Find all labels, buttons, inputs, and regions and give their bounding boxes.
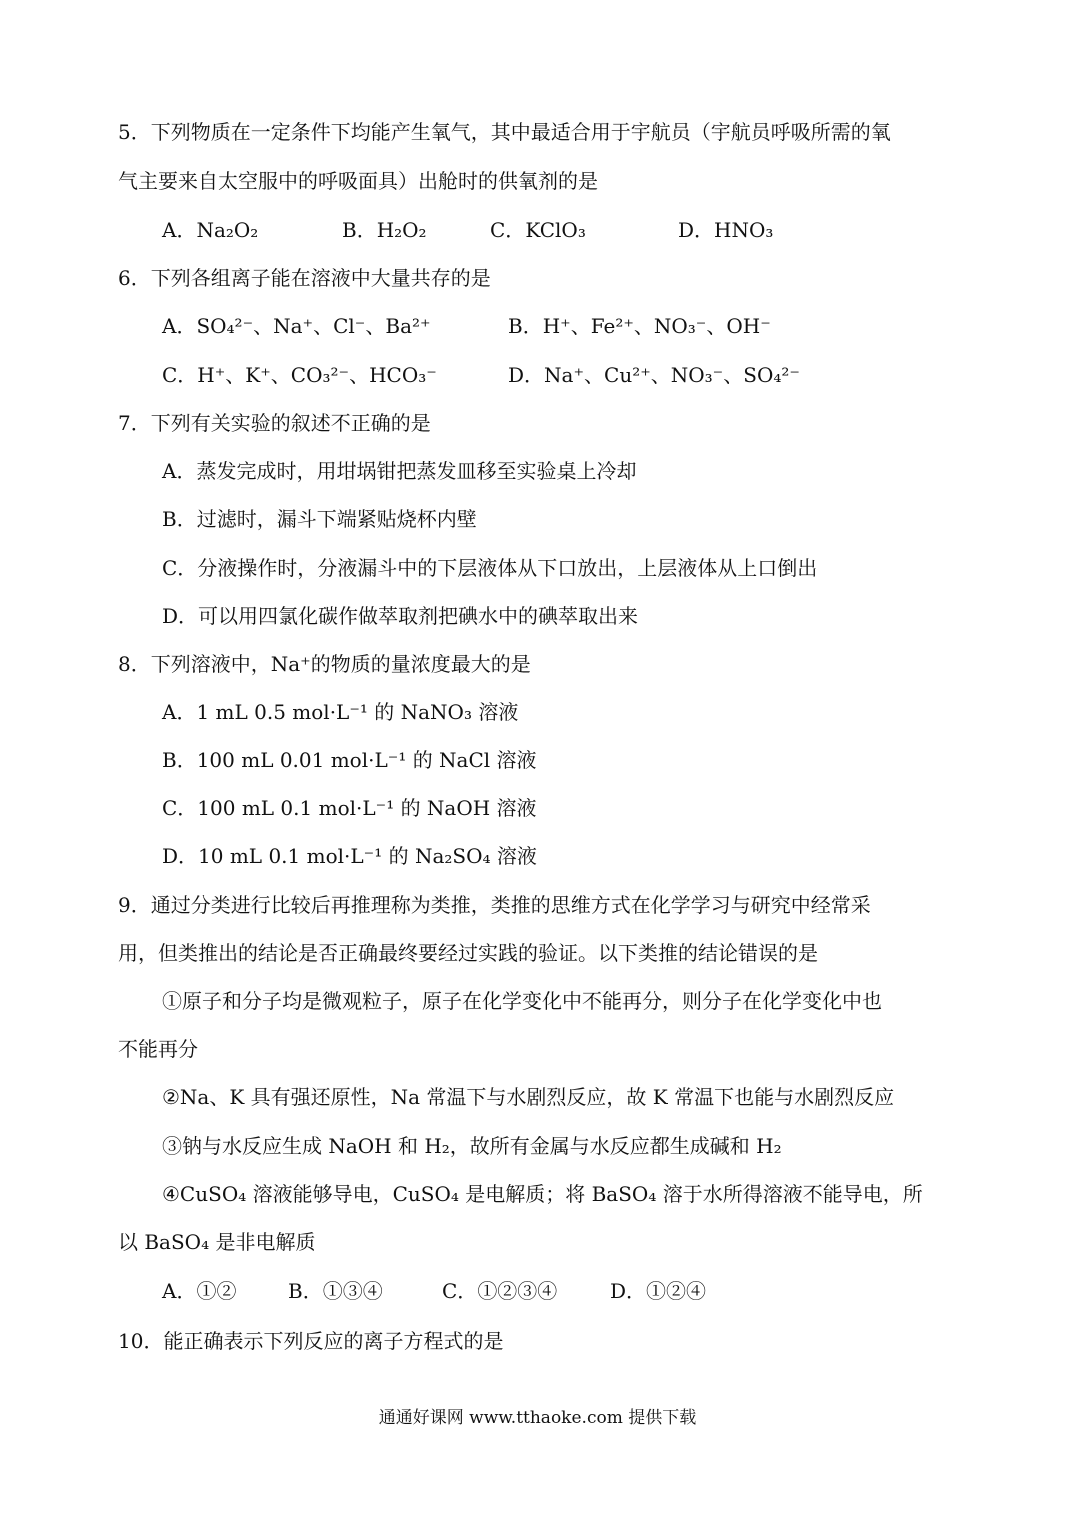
q9-option-a — [162, 1278, 236, 1304]
q6-option-c: C．H⁺、K⁺、CO₃²⁻、HCO₃⁻ — [162, 363, 437, 387]
q9-option-d — [610, 1278, 706, 1304]
q5-option-d — [678, 217, 773, 243]
q9-item4-line1: ④CuSO₄ 溶液能够导电，CuSO₄ 是电解质；将 BaSO₄ 溶于水所得溶液不能导电，所 — [162, 1182, 923, 1206]
option-text: Na₂O₂ — [196, 218, 259, 242]
q5-option-a — [162, 217, 258, 243]
option-label: C． — [490, 218, 526, 242]
q9-item1-line1: ①原子和分子均是微观粒子，原子在化学变化中不能再分，则分子在化学变化中也 — [162, 989, 882, 1013]
q5-option-c — [490, 217, 586, 243]
q8-option-a: A．1 mL 0.5 mol·L⁻¹ 的 NaNO₃ 溶液 — [162, 700, 519, 724]
q9-item2: ②Na、K 具有强还原性，Na 常温下与水剧烈反应，故 K 常温下也能与水剧烈反应 — [162, 1085, 895, 1109]
q8-stem: 8．下列溶液中，Na⁺的物质的量浓度最大的是 — [118, 652, 531, 676]
q7-option-c: C．分液操作时，分液漏斗中的下层液体从下口放出，上层液体从上口倒出 — [162, 556, 818, 580]
q10-stem: 10．能正确表示下列反应的离子方程式的是 — [118, 1329, 504, 1353]
option-text: H₂O₂ — [376, 218, 427, 242]
page-footer: 通通好课网 www.tthaoke.com 提供下载 — [378, 1408, 697, 1428]
q8-option-d: D．10 mL 0.1 mol·L⁻¹ 的 Na₂SO₄ 溶液 — [162, 844, 537, 868]
q9-option-c — [442, 1278, 557, 1304]
q6-option-b: B．H⁺、Fe²⁺、NO₃⁻、OH⁻ — [508, 314, 771, 338]
q6-stem: 6．下列各组离子能在溶液中大量共存的是 — [118, 266, 491, 290]
q7-option-d: D．可以用四氯化碳作做萃取剂把碘水中的碘萃取出来 — [162, 604, 639, 628]
option-text: ①② — [196, 1279, 237, 1303]
q7-option-a: A．蒸发完成时，用坩埚钳把蒸发皿移至实验桌上冷却 — [162, 459, 637, 483]
q9-item1-line2: 不能再分 — [118, 1037, 198, 1061]
q6-option-a: A．SO₄²⁻、Na⁺、Cl⁻、Ba²⁺ — [162, 314, 431, 338]
q5-option-b — [342, 217, 427, 243]
option-label: D． — [610, 1279, 647, 1303]
q8-option-c: C．100 mL 0.1 mol·L⁻¹ 的 NaOH 溶液 — [162, 796, 537, 820]
option-label: C． — [442, 1279, 478, 1303]
q5-stem-line1: 5．下列物质在一定条件下均能产生氧气，其中最适合用于宇航员（宇航员呼吸所需的氧 — [118, 120, 891, 144]
q9-stem-line2: 用，但类推出的结论是否正确最终要经过实践的验证。以下类推的结论错误的是 — [118, 941, 818, 965]
option-label: B． — [288, 1279, 323, 1303]
q9-item4-line2: 以 BaSO₄ 是非电解质 — [118, 1230, 316, 1254]
option-text: ①②③④ — [477, 1279, 558, 1303]
q7-stem: 7．下列有关实验的叙述不正确的是 — [118, 411, 431, 435]
option-text: KClO₃ — [525, 218, 586, 242]
q8-option-b: B．100 mL 0.01 mol·L⁻¹ 的 NaCl 溶液 — [162, 748, 537, 772]
option-text: ①②④ — [646, 1279, 707, 1303]
q9-stem-line1: 9．通过分类进行比较后再推理称为类推，类推的思维方式在化学学习与研究中经常采 — [118, 893, 871, 917]
option-label: A． — [162, 1279, 197, 1303]
option-label: B． — [342, 218, 377, 242]
q9-item3: ③钠与水反应生成 NaOH 和 H₂，故所有金属与水反应都生成碱和 H₂ — [162, 1134, 782, 1158]
option-label: D． — [678, 218, 715, 242]
option-label: A． — [162, 218, 197, 242]
option-text: ①③④ — [322, 1279, 383, 1303]
q5-stem-line2: 气主要来自太空服中的呼吸面具）出舱时的供氧剂的是 — [118, 169, 598, 193]
q6-option-d: D．Na⁺、Cu²⁺、NO₃⁻、SO₄²⁻ — [508, 363, 800, 387]
option-text: HNO₃ — [714, 218, 774, 242]
q7-option-b: B．过滤时，漏斗下端紧贴烧杯内壁 — [162, 507, 477, 531]
q9-option-b — [288, 1278, 383, 1304]
